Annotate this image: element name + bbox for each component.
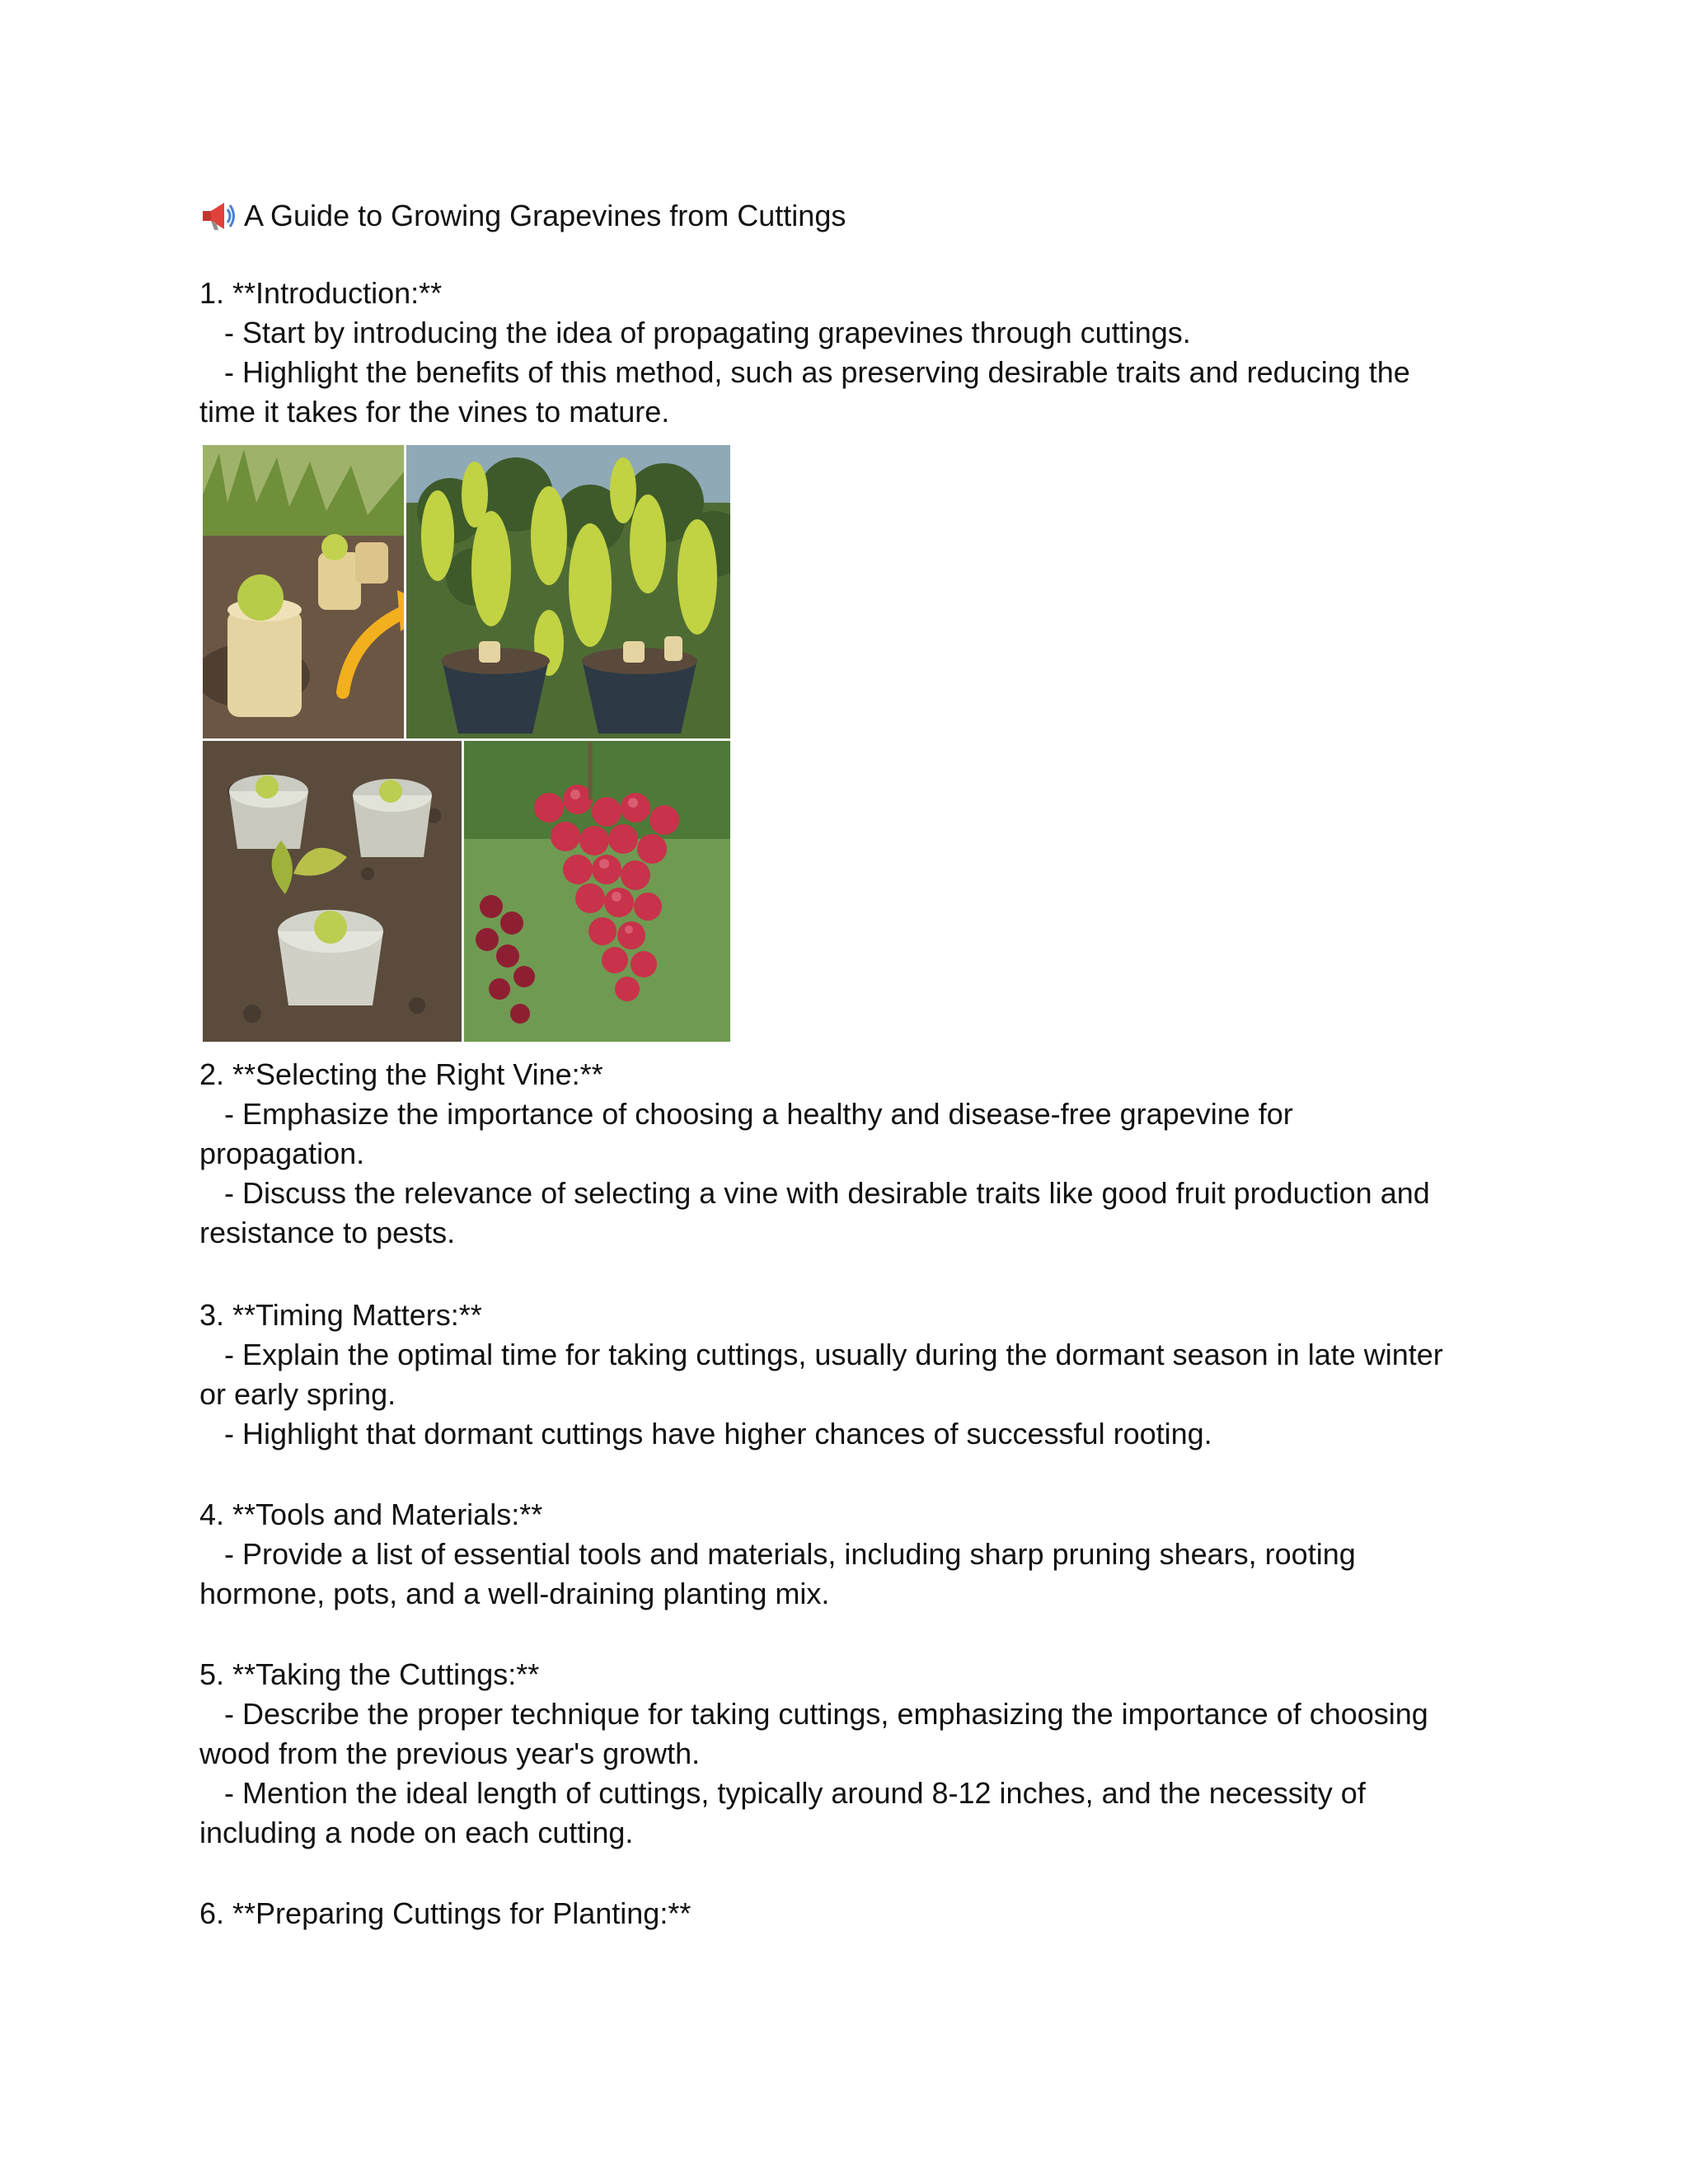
section-5-heading: 5. **Taking the Cuttings:** <box>199 1657 540 1691</box>
grapevine-collage-image <box>203 445 730 1042</box>
document-title-row <box>199 196 846 236</box>
section-2-line-1: - Emphasize the importance of choosing a healthy and disease-free grapevine for <box>199 1097 1293 1131</box>
green-grapes-in-pots-panel <box>406 445 730 738</box>
section-5-line-3: - Mention the ideal length of cuttings, typically around 8-12 inches, and the necessity of <box>199 1776 1366 1810</box>
section-3-line-2: or early spring. <box>199 1377 396 1411</box>
cuttings-in-cups-panel <box>203 740 463 1042</box>
section-5-line-1: - Describe the proper technique for taking cuttings, emphasizing the importance of choosing <box>199 1697 1428 1731</box>
section-1-line-3: time it takes for the vines to mature. <box>199 395 670 429</box>
section-4-heading: 4. **Tools and Materials:** <box>199 1497 543 1531</box>
document-title: A Guide to Growing Grapevines from Cuttings <box>244 199 846 232</box>
section-5-line-2: wood from the previous year's growth. <box>199 1736 701 1770</box>
section-3-line-3: - Highlight that dormant cuttings have higher chances of successful rooting. <box>199 1417 1212 1451</box>
section-4-line-1: - Provide a list of essential tools and materials, including sharp pruning shears, rooting <box>199 1537 1356 1571</box>
section-2-line-3: - Discuss the relevance of selecting a vine with desirable traits like good fruit production and <box>199 1176 1430 1210</box>
section-4-line-2: hormone, pots, and a well-draining planting mix. <box>199 1577 830 1610</box>
section-6-heading: 6. **Preparing Cuttings for Planting:** <box>199 1896 692 1930</box>
section-2-line-4: resistance to pests. <box>199 1216 456 1249</box>
section-1-heading: 1. **Introduction:** <box>199 276 443 310</box>
section-2-line-2: propagation. <box>199 1137 365 1170</box>
red-grapes-panel <box>463 740 730 1042</box>
cuttings-in-soil-panel <box>203 445 435 738</box>
section-5-line-4: including a node on each cutting. <box>199 1816 634 1849</box>
section-1-line-1: - Start by introducing the idea of propagating grapevines through cuttings. <box>199 316 1191 349</box>
section-3-heading: 3. **Timing Matters:** <box>199 1298 482 1332</box>
megaphone-icon <box>199 199 236 233</box>
section-2-heading: 2. **Selecting the Right Vine:** <box>199 1057 603 1091</box>
section-1-line-2: - Highlight the benefits of this method, such as preserving desirable traits and reducing the <box>199 355 1410 389</box>
section-3-line-1: - Explain the optimal time for taking cuttings, usually during the dormant season in late winter <box>199 1338 1443 1371</box>
